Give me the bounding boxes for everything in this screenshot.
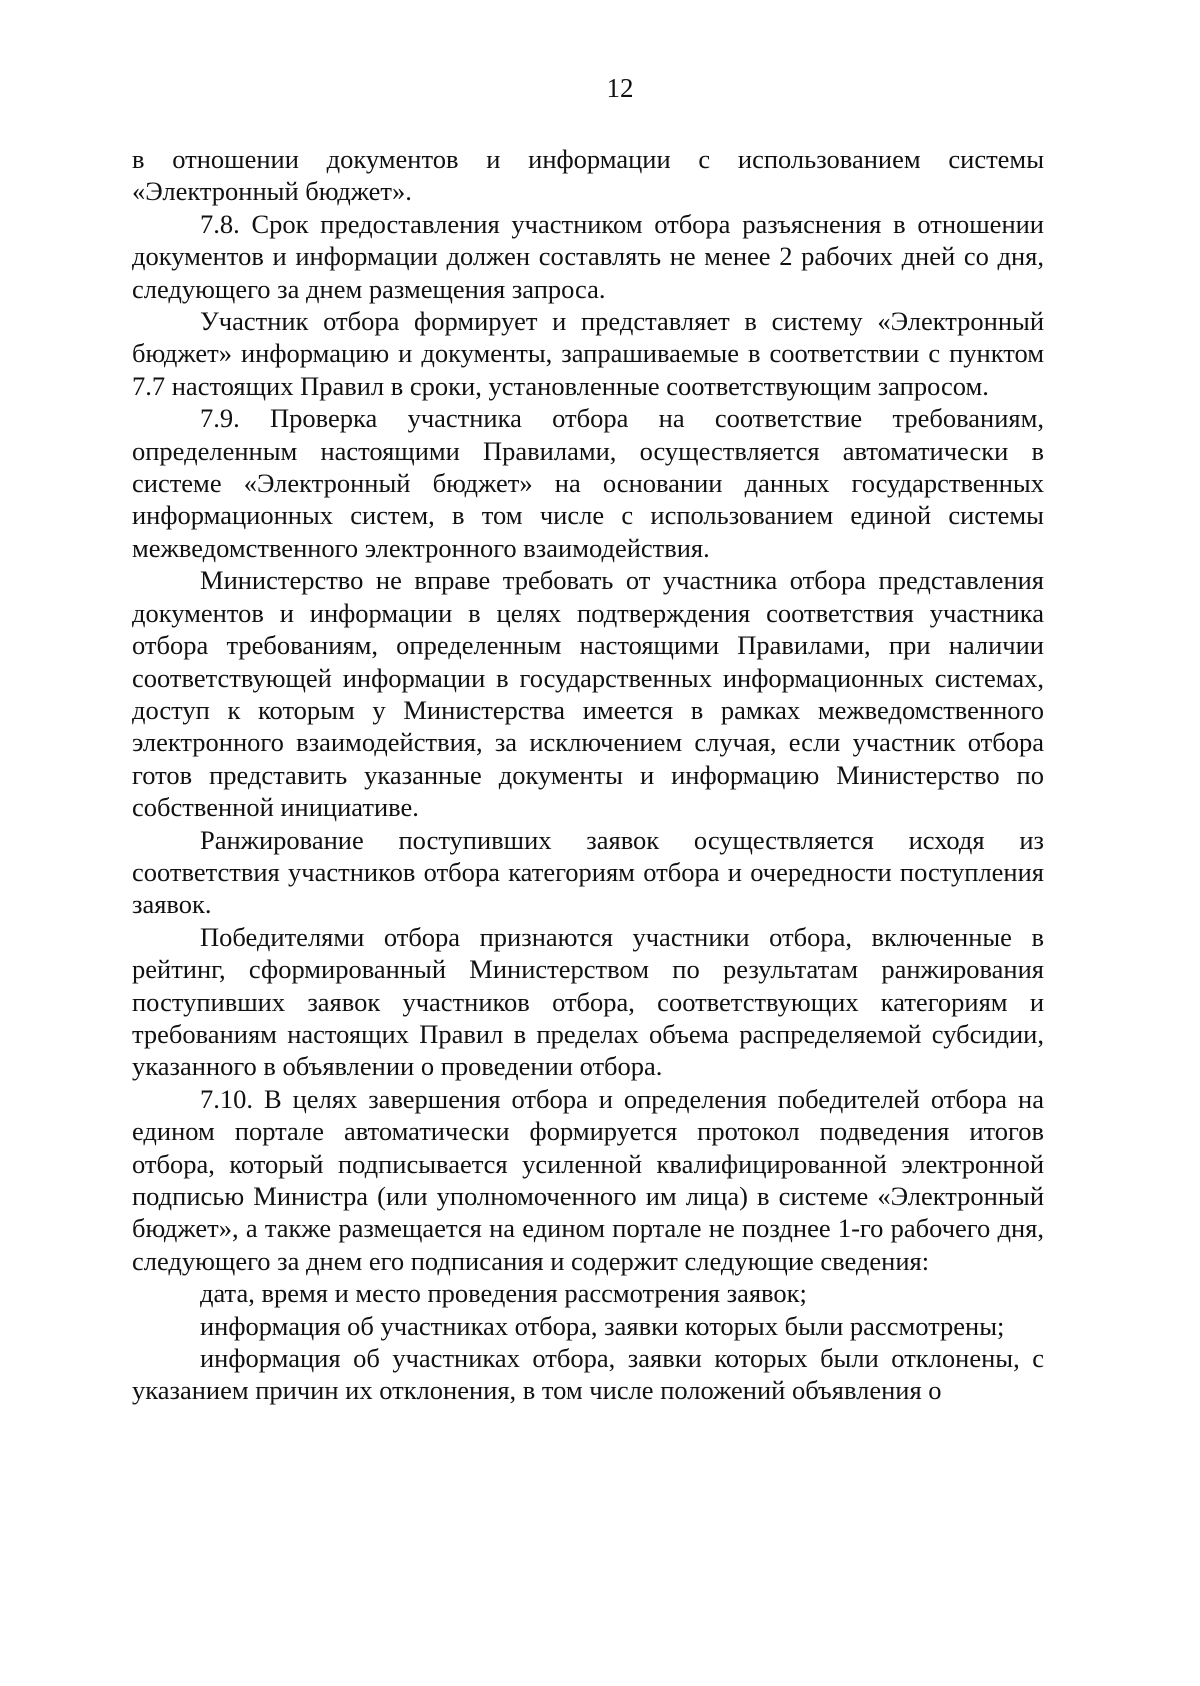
document-body bbox=[132, 143, 1044, 1407]
paragraph-ministry-restriction: Министерство не вправе требовать от участника отбора представления документов и информации в целях подтверждения соответствия участника отбора требованиям, определенным настоящими Правилами, при наличии соответствующей информации в государственных информационных системах, доступ к которым у Министерства имеется в рамках межведомственного электронного взаимодействия, за исключением случая, если участник отбора готов представить указанные документы и информацию Министерство по собственной инициативе. bbox=[132, 565, 1044, 823]
list-item-reviewed-participants: информация об участниках отбора, заявки которых были рассмотрены; bbox=[200, 1310, 1005, 1341]
page-number: 12 bbox=[606, 73, 634, 103]
list-item-date-time-place: дата, время и место проведения рассмотрения заявок; bbox=[200, 1278, 807, 1309]
list-item-rejected-participants: информация об участниках отбора, заявки которых были отклонены, с указанием причин их отклонения, в том числе положений объявления о bbox=[132, 1343, 1044, 1406]
paragraph-ranking: Ранжирование поступивших заявок осуществляется исходя из соответствия участников отбора категориям отбора и очередности поступления заявок. bbox=[132, 824, 1044, 920]
paragraph-7-9: 7.9. Проверка участника отбора на соответствие требованиям, определенным настоящими Правилами, осуществляется автоматически в системе «Электронный бюджет» на основании данных государственных информационных систем, в том числе с использованием единой системы межведомственного электронного взаимодействия. bbox=[132, 403, 1044, 563]
paragraph-continuation: в отношении документов и информации с использованием системы «Электронный бюджет». bbox=[132, 144, 1044, 207]
paragraph-7-10: 7.10. В целях завершения отбора и определения победителей отбора на едином портале автоматически формируется протокол подведения итогов отбора, который подписывается усиленной квалифицированной электронной подписью Министра (или уполномоченного им лица) в системе «Электронный бюджет», а также размещается на едином портале не позднее 1-го рабочего дня, следующего за днем его подписания и содержит следующие сведения: bbox=[132, 1083, 1044, 1276]
paragraph-winners: Победителями отбора признаются участники отбора, включенные в рейтинг, сформированный Министерством по результатам ранжирования поступивших заявок участников отбора, соответствующих категориям и требованиям настоящих Правил в пределах объема распределяемой субсидии, указанного в объявлении о проведении отбора. bbox=[132, 921, 1044, 1082]
paragraph-participant-submission: Участник отбора формирует и представляет в систему «Электронный бюджет» информацию и документы, запрашиваемые в соответствии с пунктом 7.7 настоящих Правил в сроки, установленные соответствующим запросом. bbox=[132, 306, 1044, 401]
paragraph-7-8: 7.8. Срок предоставления участником отбора разъяснения в отношении документов и информации должен составлять не менее 2 рабочих дней со дня, следующего за днем размещения запроса. bbox=[132, 208, 1044, 304]
